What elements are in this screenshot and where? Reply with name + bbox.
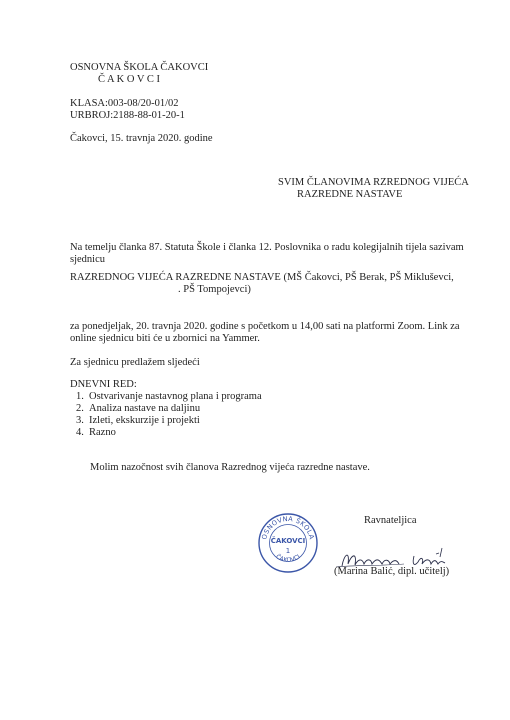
document-date: Čakovci, 15. travnja 2020. godine xyxy=(70,133,213,144)
meeting-line-2: online sjednicu biti će u zbornici na Yammer. xyxy=(70,333,260,344)
agenda-title: DNEVNI RED: xyxy=(70,379,137,390)
school-stamp xyxy=(257,512,319,574)
signature-role: Ravnateljica xyxy=(364,515,417,526)
intro-line-1: Na temelju članka 87. Statuta Škole i članka 12. Poslovnika o radu kolegijalnih tijela sazivam xyxy=(70,242,464,253)
agenda-item-num: 4. xyxy=(76,427,84,438)
meeting-line-1: za ponedjeljak, 20. travnja 2020. godine s početkom u 14,00 sati na platformi Zoom. Link za xyxy=(70,321,460,332)
recipient-line-2: RAZREDNE NASTAVE xyxy=(297,189,403,200)
agenda-item-num: 2. xyxy=(76,403,84,414)
school-name: OSNOVNA ŠKOLA ČAKOVCI xyxy=(70,62,209,73)
agenda-item-num: 3. xyxy=(76,415,84,426)
agenda-item-text: Razno xyxy=(89,427,116,438)
council-line-1: RAZREDNOG VIJEĆA RAZREDNE NASTAVE (MŠ Čakovci, PŠ Berak, PŠ Mikluševci, xyxy=(70,272,454,283)
urbroj-number: URBROJ:2188-88-01-20-1 xyxy=(70,110,185,121)
school-city: Č A K O V C I xyxy=(98,74,161,85)
agenda-item-text: Ostvarivanje nastavnog plana i programa xyxy=(89,391,262,402)
intro-line-2: sjednicu xyxy=(70,254,105,265)
recipient-line-1: SVIM ČLANOVIMA RZREDNOG VIJEĆA xyxy=(278,177,469,188)
stamp-number: 1 xyxy=(285,547,291,555)
council-line-2: . PŠ Tompojevci) xyxy=(178,284,251,295)
signature-name: (Marina Balić, dipl. učitelj) xyxy=(334,566,450,577)
agenda-item-text: Izleti, ekskurzije i projekti xyxy=(89,415,200,426)
closing-line: Molim nazočnost svih članova Razrednog vijeća razredne nastave. xyxy=(90,462,370,473)
klasa-number: KLASA:003-08/20-01/02 xyxy=(70,98,179,109)
stamp-bottom-text: ČAKOVCI xyxy=(274,553,302,564)
agenda-item-text: Analiza nastave na daljinu xyxy=(89,403,201,414)
stamp-ring-text: OSNOVNA ŠKOLA xyxy=(260,514,316,541)
propose-line: Za sjednicu predlažem sljedeći xyxy=(70,357,200,368)
agenda-item-num: 1. xyxy=(76,391,84,402)
stamp-center-text: ČAKOVCI xyxy=(270,537,306,545)
